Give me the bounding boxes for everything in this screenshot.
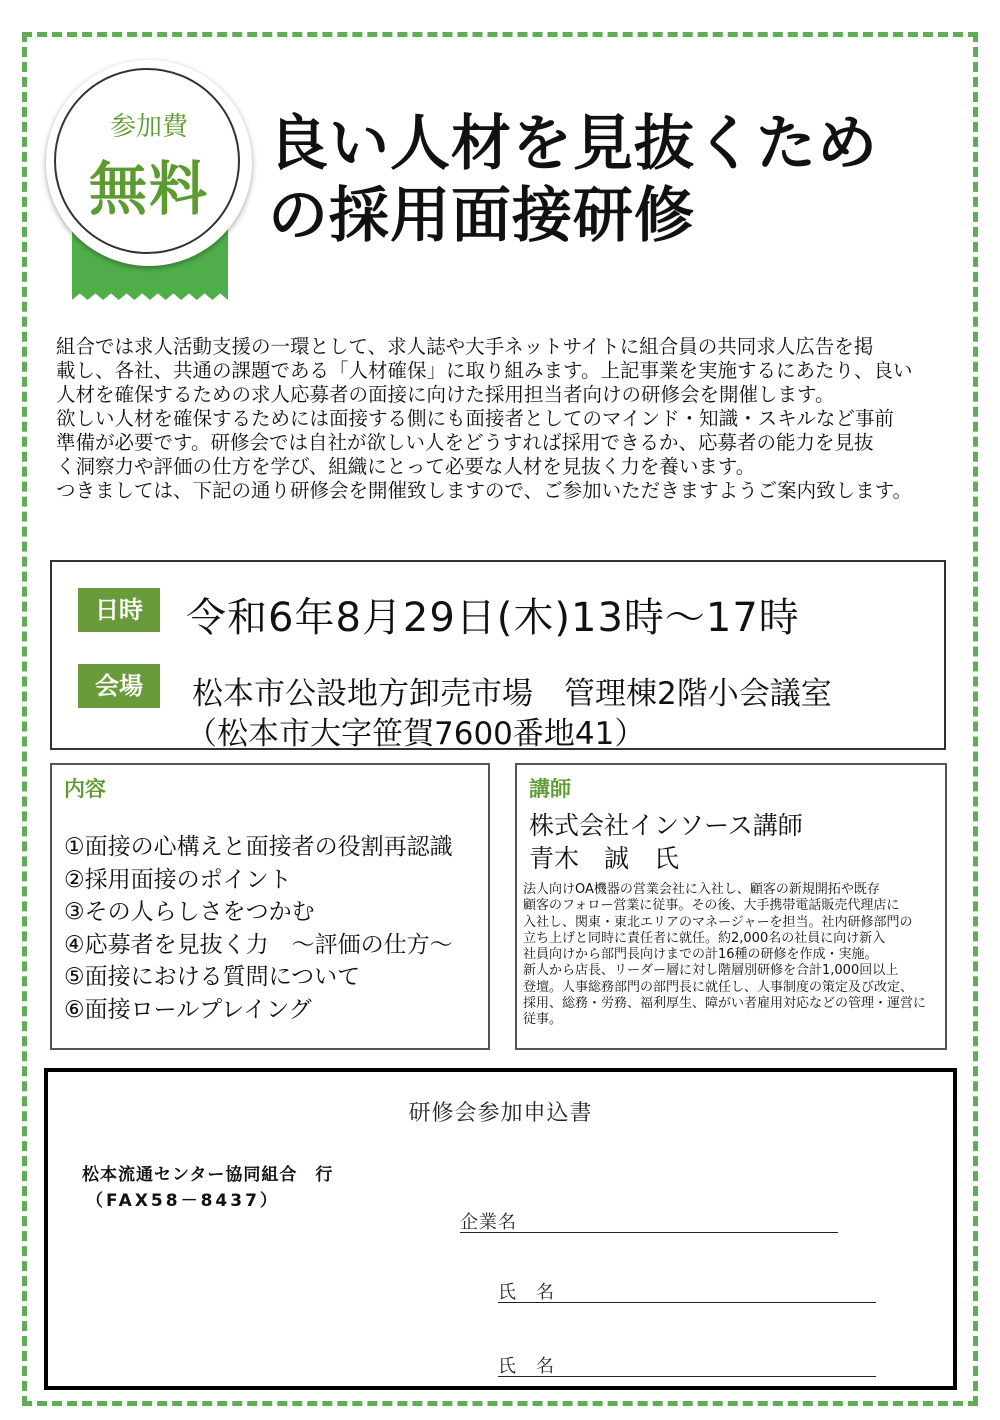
title-line-1: 良い人材を見抜くため: [268, 109, 878, 179]
event-date: 令和6年8月29日(木)13時～17時: [186, 595, 800, 641]
venue-tag: 会場: [78, 664, 160, 708]
intro-line: く洞察力や評価の仕方を学び、組織にとって必要な人材を見抜く力を養います。: [56, 455, 756, 478]
company-name-label: 企業名: [460, 1212, 517, 1233]
list-item: ⑥面接ロールプレイング: [64, 996, 312, 1023]
bio-line: 登壇。人事総務部門の部門長に就任し、人事制度の策定及び改定、: [523, 979, 914, 995]
bio-line: 立ち上げと同時に責任者に就任。約2,000名の社員に向け新入: [523, 930, 886, 946]
intro-paragraph: [56, 335, 956, 503]
intro-line: 組合では求人活動支援の一環として、求人誌や大手ネットサイトに組合員の共同求人広告を掲: [56, 335, 874, 358]
attendee-name-field-1[interactable]: [498, 1278, 876, 1303]
content-box: [50, 763, 490, 1050]
content-list: [64, 831, 453, 1026]
event-venue: 松本市公設地方卸売市場 管理棟2階小会議室: [192, 676, 832, 712]
bio-line: 採用、総務・労務、福利厚生、障がい者雇用対応などの管理・運営に: [523, 996, 927, 1012]
company-name-field[interactable]: [460, 1208, 838, 1233]
event-venue-address: （松本市大字笹賀7600番地41）: [186, 716, 646, 752]
bio-line: 法人向けOA機器の営業会社に入社し、顧客の新規開拓や既存: [523, 882, 880, 897]
application-fax: （FAX58－8437）: [86, 1191, 280, 1211]
application-form: [44, 1068, 957, 1390]
application-recipient: 松本流通センター協同組合 行: [82, 1165, 334, 1185]
lecturer-heading: 講師: [529, 777, 571, 801]
event-info-box: [50, 560, 946, 750]
list-item: ②採用面接のポイント: [64, 866, 292, 893]
lecturer-company: 株式会社インソース講師: [529, 811, 803, 840]
badge-label-big: 無料: [88, 155, 209, 223]
bio-line: 従事。: [523, 1012, 563, 1028]
badge-label-small: 参加費: [109, 112, 188, 142]
list-item: ④応募者を見抜く力 ～評価の仕方～: [64, 931, 453, 958]
free-badge: [46, 60, 252, 266]
lecturer-box: [515, 763, 947, 1050]
bio-line: 新人から店長、リーダー層に対し階層別研修を合計1,000回以上: [523, 963, 899, 979]
attendee-name-label-2: 氏 名: [498, 1356, 555, 1377]
list-item: ①面接の心構えと面接者の役割再認識: [64, 834, 453, 860]
bio-line: 顧客のフォロー営業に従事。その後、大手携帯電話販売代理店に: [523, 898, 900, 914]
application-title: 研修会参加申込書: [408, 1101, 593, 1126]
intro-line: 載し、各社、共通の課題である「人材確保」に取り組みます。上記事業を実施するにあたり、良い: [56, 359, 913, 382]
lecturer-name: 青木 誠 氏: [529, 844, 680, 873]
attendee-name-label-1: 氏 名: [498, 1282, 555, 1303]
title-line-2: の採用面接研修: [268, 181, 695, 251]
intro-line: 欲しい人材を確保するためには面接する側にも面接者としてのマインド・知識・スキルなど事前: [56, 407, 894, 430]
content-heading: 内容: [64, 777, 106, 801]
attendee-name-field-2[interactable]: [498, 1352, 876, 1377]
bio-line: 社員向けから部門長向けまでの計16種の研修を作成・実施。: [523, 947, 878, 963]
intro-line: つきましては、下記の通り研修会を開催致しますので、ご参加いただきますようご案内致します。: [56, 479, 913, 502]
intro-line: 人材を確保するための求人応募者の面接に向けた採用担当者向けの研修会を開催します。: [56, 383, 835, 406]
list-item: ⑤面接における質問について: [64, 964, 361, 990]
list-item: ③その人らしさをつかむ: [64, 899, 315, 925]
lecturer-name-block: [529, 809, 803, 875]
lecturer-bio: [523, 882, 926, 1029]
date-tag: 日時: [78, 588, 160, 632]
page-title: [268, 108, 968, 252]
bio-line: 入社し、関東・東北エリアのマネージャーを担当。社内研修部門の: [523, 914, 913, 930]
intro-line: 準備が必要です。研修会では自社が欲しい人をどうすれば採用できるか、応募者の能力を見抜: [56, 431, 874, 454]
